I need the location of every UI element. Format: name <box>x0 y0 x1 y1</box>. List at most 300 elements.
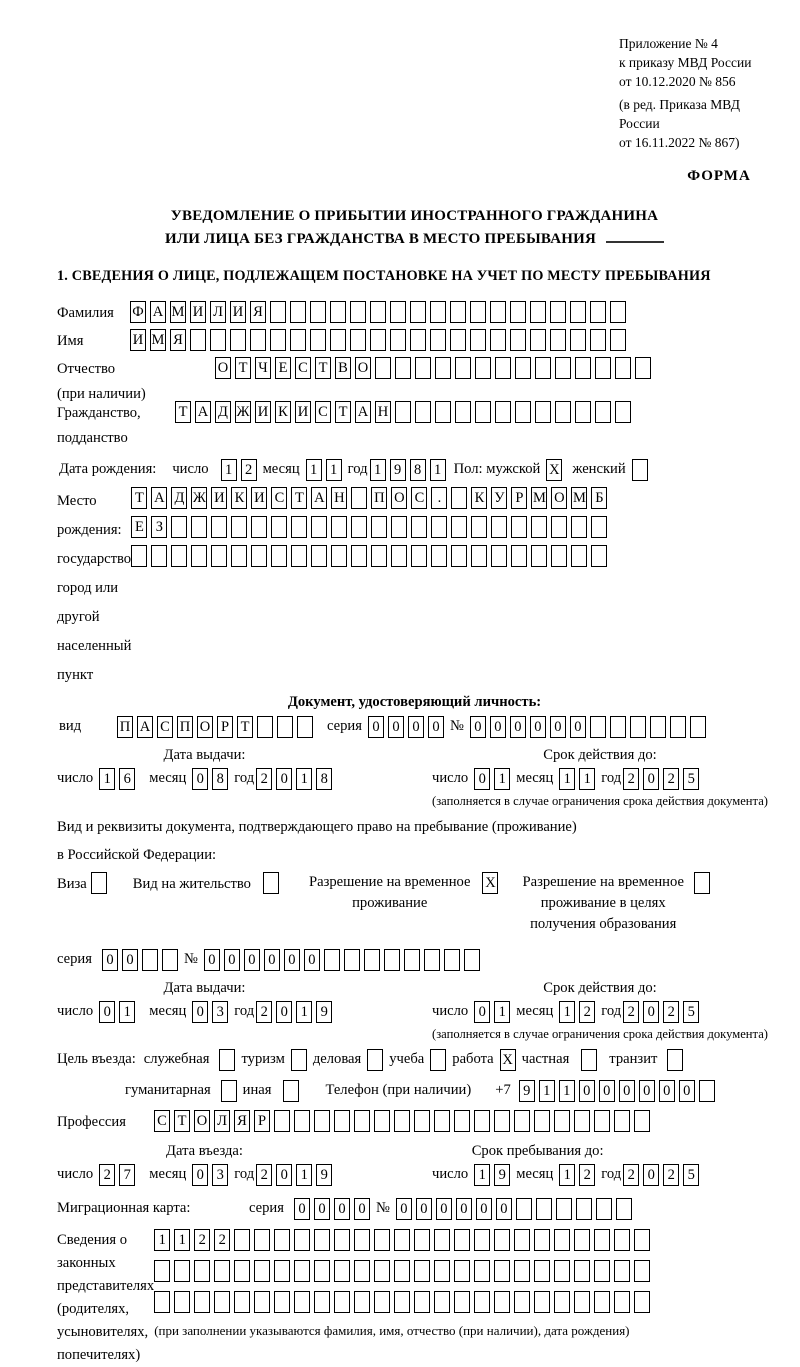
char-cell[interactable] <box>534 1229 550 1251</box>
char-cell[interactable]: 0 <box>490 716 506 738</box>
char-cell[interactable] <box>131 545 147 567</box>
char-cell[interactable]: 0 <box>436 1198 452 1220</box>
char-cell[interactable]: 2 <box>663 1001 679 1023</box>
char-cell[interactable] <box>610 301 626 323</box>
char-cell[interactable]: Л <box>214 1110 230 1132</box>
char-cell[interactable] <box>574 1110 590 1132</box>
char-cell[interactable]: 0 <box>99 1001 115 1023</box>
char-cell[interactable]: 2 <box>256 768 272 790</box>
char-cell[interactable] <box>550 329 566 351</box>
char-cell[interactable]: 0 <box>550 716 566 738</box>
phone-boxes[interactable] <box>519 1080 719 1102</box>
char-cell[interactable] <box>331 516 347 538</box>
char-cell[interactable] <box>211 545 227 567</box>
char-cell[interactable] <box>554 1229 570 1251</box>
char-cell[interactable]: 2 <box>241 459 257 481</box>
char-cell[interactable] <box>294 1110 310 1132</box>
char-cell[interactable]: Б <box>591 487 607 509</box>
char-cell[interactable] <box>550 301 566 323</box>
char-cell[interactable] <box>474 1110 490 1132</box>
char-cell[interactable]: 2 <box>256 1001 272 1023</box>
char-cell[interactable] <box>470 329 486 351</box>
char-cell[interactable] <box>435 401 451 423</box>
residence-number-boxes[interactable] <box>204 949 484 971</box>
char-cell[interactable]: 1 <box>579 768 595 790</box>
char-cell[interactable] <box>344 949 360 971</box>
char-cell[interactable]: Т <box>174 1110 190 1132</box>
char-cell[interactable]: С <box>271 487 287 509</box>
char-cell[interactable] <box>324 949 340 971</box>
char-cell[interactable] <box>514 1229 530 1251</box>
char-cell[interactable] <box>614 1110 630 1132</box>
char-cell[interactable] <box>615 357 631 379</box>
char-cell[interactable] <box>394 1229 410 1251</box>
visa-checkbox[interactable] <box>91 872 111 894</box>
char-cell[interactable] <box>530 329 546 351</box>
char-cell[interactable]: И <box>251 487 267 509</box>
char-cell[interactable]: О <box>215 357 231 379</box>
char-cell[interactable]: 0 <box>304 949 320 971</box>
char-cell[interactable] <box>595 401 611 423</box>
purpose-official-checkbox[interactable] <box>219 1049 239 1071</box>
char-cell[interactable] <box>491 516 507 538</box>
char-cell[interactable]: 0 <box>579 1080 595 1102</box>
char-cell[interactable]: М <box>170 301 186 323</box>
char-cell[interactable]: 9 <box>494 1164 510 1186</box>
birth-place-row-3[interactable] <box>131 545 611 567</box>
char-cell[interactable] <box>351 487 367 509</box>
char-cell[interactable]: 0 <box>244 949 260 971</box>
char-cell[interactable] <box>434 1229 450 1251</box>
char-cell[interactable] <box>475 357 491 379</box>
char-cell[interactable]: 2 <box>623 1001 639 1023</box>
char-cell[interactable] <box>435 357 451 379</box>
char-cell[interactable]: Ж <box>235 401 251 423</box>
char-cell[interactable] <box>424 949 440 971</box>
birth-day-boxes[interactable] <box>221 459 261 481</box>
char-cell[interactable] <box>174 1260 190 1282</box>
char-cell[interactable]: 0 <box>510 716 526 738</box>
char-cell[interactable]: О <box>355 357 371 379</box>
char-cell[interactable]: 0 <box>643 768 659 790</box>
char-cell[interactable] <box>574 1291 590 1313</box>
char-cell[interactable]: 1 <box>494 768 510 790</box>
char-cell[interactable] <box>614 1229 630 1251</box>
entry-year-boxes[interactable] <box>256 1164 336 1186</box>
char-cell[interactable] <box>531 545 547 567</box>
char-cell[interactable] <box>455 357 471 379</box>
char-cell[interactable] <box>194 1260 210 1282</box>
char-cell[interactable] <box>354 1229 370 1251</box>
char-cell[interactable] <box>594 1291 610 1313</box>
char-cell[interactable] <box>470 301 486 323</box>
char-cell[interactable] <box>694 872 710 894</box>
char-cell[interactable] <box>395 401 411 423</box>
char-cell[interactable] <box>514 1291 530 1313</box>
sex-male-checkbox[interactable] <box>546 459 566 481</box>
char-cell[interactable] <box>254 1291 270 1313</box>
char-cell[interactable] <box>390 329 406 351</box>
char-cell[interactable]: 0 <box>619 1080 635 1102</box>
char-cell[interactable]: 2 <box>214 1229 230 1251</box>
char-cell[interactable]: 1 <box>154 1229 170 1251</box>
char-cell[interactable]: С <box>295 357 311 379</box>
valid-day-boxes[interactable] <box>474 768 514 790</box>
sex-female-checkbox[interactable] <box>632 459 652 481</box>
char-cell[interactable] <box>274 1260 290 1282</box>
char-cell[interactable] <box>576 1198 592 1220</box>
char-cell[interactable] <box>430 329 446 351</box>
char-cell[interactable] <box>374 1291 390 1313</box>
char-cell[interactable] <box>171 545 187 567</box>
char-cell[interactable]: 0 <box>334 1198 350 1220</box>
char-cell[interactable] <box>330 329 346 351</box>
birth-place-row-2[interactable] <box>131 516 611 538</box>
char-cell[interactable] <box>391 545 407 567</box>
char-cell[interactable] <box>414 1110 430 1132</box>
char-cell[interactable]: 0 <box>643 1164 659 1186</box>
residence-issue-month-boxes[interactable] <box>192 1001 232 1023</box>
char-cell[interactable] <box>634 1260 650 1282</box>
char-cell[interactable] <box>650 716 666 738</box>
char-cell[interactable] <box>491 545 507 567</box>
stay-year-boxes[interactable] <box>623 1164 703 1186</box>
char-cell[interactable]: 0 <box>659 1080 675 1102</box>
char-cell[interactable] <box>551 516 567 538</box>
char-cell[interactable]: 0 <box>456 1198 472 1220</box>
char-cell[interactable] <box>331 545 347 567</box>
char-cell[interactable] <box>670 716 686 738</box>
char-cell[interactable] <box>390 301 406 323</box>
char-cell[interactable]: 0 <box>496 1198 512 1220</box>
char-cell[interactable] <box>221 1080 237 1102</box>
char-cell[interactable]: Р <box>511 487 527 509</box>
char-cell[interactable]: 0 <box>416 1198 432 1220</box>
char-cell[interactable]: А <box>195 401 211 423</box>
char-cell[interactable]: 2 <box>579 1001 595 1023</box>
char-cell[interactable] <box>251 545 267 567</box>
valid-month-boxes[interactable] <box>559 768 599 790</box>
char-cell[interactable] <box>274 1291 290 1313</box>
char-cell[interactable] <box>367 1049 383 1071</box>
char-cell[interactable] <box>494 1110 510 1132</box>
char-cell[interactable]: 0 <box>204 949 220 971</box>
char-cell[interactable]: 0 <box>102 949 118 971</box>
char-cell[interactable] <box>515 357 531 379</box>
char-cell[interactable] <box>515 401 531 423</box>
char-cell[interactable] <box>270 329 286 351</box>
char-cell[interactable] <box>154 1291 170 1313</box>
char-cell[interactable]: 1 <box>370 459 386 481</box>
representatives-row-1[interactable] <box>154 1229 654 1251</box>
char-cell[interactable]: П <box>371 487 387 509</box>
char-cell[interactable] <box>370 301 386 323</box>
char-cell[interactable]: О <box>551 487 567 509</box>
char-cell[interactable]: 0 <box>639 1080 655 1102</box>
char-cell[interactable] <box>374 1110 390 1132</box>
char-cell[interactable]: 0 <box>192 768 208 790</box>
char-cell[interactable]: 1 <box>326 459 342 481</box>
char-cell[interactable]: 1 <box>559 768 575 790</box>
char-cell[interactable]: 1 <box>174 1229 190 1251</box>
char-cell[interactable] <box>311 516 327 538</box>
char-cell[interactable]: 2 <box>99 1164 115 1186</box>
char-cell[interactable]: 0 <box>476 1198 492 1220</box>
stay-day-boxes[interactable] <box>474 1164 514 1186</box>
birth-year-boxes[interactable] <box>370 459 450 481</box>
char-cell[interactable] <box>451 516 467 538</box>
char-cell[interactable]: 0 <box>599 1080 615 1102</box>
char-cell[interactable]: О <box>194 1110 210 1132</box>
char-cell[interactable]: К <box>471 487 487 509</box>
char-cell[interactable] <box>277 716 293 738</box>
char-cell[interactable] <box>274 1229 290 1251</box>
char-cell[interactable] <box>554 1110 570 1132</box>
char-cell[interactable] <box>574 1260 590 1282</box>
char-cell[interactable]: Т <box>235 357 251 379</box>
char-cell[interactable] <box>495 357 511 379</box>
char-cell[interactable] <box>411 545 427 567</box>
purpose-humanitarian-checkbox[interactable] <box>221 1080 241 1102</box>
char-cell[interactable]: Я <box>234 1110 250 1132</box>
char-cell[interactable] <box>536 1198 552 1220</box>
char-cell[interactable] <box>535 357 551 379</box>
char-cell[interactable]: 0 <box>428 716 444 738</box>
char-cell[interactable] <box>434 1110 450 1132</box>
char-cell[interactable]: 1 <box>559 1080 575 1102</box>
char-cell[interactable] <box>310 329 326 351</box>
char-cell[interactable] <box>297 716 313 738</box>
char-cell[interactable] <box>290 329 306 351</box>
char-cell[interactable] <box>630 716 646 738</box>
char-cell[interactable]: 0 <box>354 1198 370 1220</box>
char-cell[interactable] <box>551 545 567 567</box>
char-cell[interactable]: З <box>151 516 167 538</box>
entry-month-boxes[interactable] <box>192 1164 232 1186</box>
char-cell[interactable] <box>219 1049 235 1071</box>
char-cell[interactable] <box>594 1229 610 1251</box>
char-cell[interactable]: 3 <box>212 1164 228 1186</box>
char-cell[interactable] <box>616 1198 632 1220</box>
char-cell[interactable] <box>371 516 387 538</box>
migration-series-boxes[interactable] <box>294 1198 374 1220</box>
char-cell[interactable] <box>142 949 158 971</box>
char-cell[interactable] <box>594 1260 610 1282</box>
char-cell[interactable] <box>490 329 506 351</box>
char-cell[interactable] <box>571 516 587 538</box>
char-cell[interactable]: 5 <box>683 1001 699 1023</box>
char-cell[interactable] <box>290 301 306 323</box>
char-cell[interactable]: 0 <box>276 1164 292 1186</box>
char-cell[interactable] <box>270 301 286 323</box>
char-cell[interactable]: Т <box>237 716 253 738</box>
char-cell[interactable]: 1 <box>430 459 446 481</box>
char-cell[interactable] <box>590 716 606 738</box>
char-cell[interactable] <box>410 301 426 323</box>
birth-place-row-1[interactable] <box>131 487 611 509</box>
char-cell[interactable]: 6 <box>119 768 135 790</box>
char-cell[interactable]: О <box>197 716 213 738</box>
char-cell[interactable] <box>474 1260 490 1282</box>
residence-issue-year-boxes[interactable] <box>256 1001 336 1023</box>
char-cell[interactable]: 8 <box>410 459 426 481</box>
char-cell[interactable] <box>354 1260 370 1282</box>
char-cell[interactable]: С <box>315 401 331 423</box>
char-cell[interactable] <box>495 401 511 423</box>
char-cell[interactable] <box>314 1229 330 1251</box>
char-cell[interactable] <box>534 1291 550 1313</box>
birth-month-boxes[interactable] <box>306 459 346 481</box>
char-cell[interactable] <box>334 1110 350 1132</box>
char-cell[interactable]: Т <box>315 357 331 379</box>
char-cell[interactable] <box>511 545 527 567</box>
char-cell[interactable]: 1 <box>99 768 115 790</box>
char-cell[interactable] <box>554 1260 570 1282</box>
char-cell[interactable] <box>667 1049 683 1071</box>
char-cell[interactable]: 0 <box>284 949 300 971</box>
char-cell[interactable]: Р <box>254 1110 270 1132</box>
char-cell[interactable] <box>570 301 586 323</box>
char-cell[interactable] <box>294 1229 310 1251</box>
char-cell[interactable]: Е <box>131 516 147 538</box>
char-cell[interactable]: О <box>391 487 407 509</box>
char-cell[interactable]: И <box>130 329 146 351</box>
char-cell[interactable] <box>263 872 279 894</box>
char-cell[interactable]: 5 <box>683 1164 699 1186</box>
char-cell[interactable]: 1 <box>119 1001 135 1023</box>
char-cell[interactable] <box>214 1291 230 1313</box>
char-cell[interactable] <box>314 1291 330 1313</box>
issue-month-boxes[interactable] <box>192 768 232 790</box>
char-cell[interactable] <box>471 545 487 567</box>
char-cell[interactable] <box>234 1229 250 1251</box>
char-cell[interactable] <box>394 1110 410 1132</box>
char-cell[interactable] <box>354 1110 370 1132</box>
char-cell[interactable] <box>575 357 591 379</box>
char-cell[interactable]: Ф <box>130 301 146 323</box>
char-cell[interactable] <box>254 1229 270 1251</box>
char-cell[interactable]: 1 <box>474 1164 490 1186</box>
char-cell[interactable] <box>415 401 431 423</box>
char-cell[interactable] <box>510 301 526 323</box>
char-cell[interactable] <box>634 1291 650 1313</box>
char-cell[interactable]: 0 <box>474 768 490 790</box>
char-cell[interactable]: 0 <box>679 1080 695 1102</box>
char-cell[interactable] <box>350 329 366 351</box>
char-cell[interactable] <box>451 487 467 509</box>
char-cell[interactable]: М <box>571 487 587 509</box>
char-cell[interactable] <box>174 1291 190 1313</box>
char-cell[interactable] <box>531 516 547 538</box>
char-cell[interactable] <box>444 949 460 971</box>
char-cell[interactable]: 9 <box>316 1001 332 1023</box>
char-cell[interactable] <box>151 545 167 567</box>
char-cell[interactable] <box>294 1291 310 1313</box>
char-cell[interactable]: 1 <box>539 1080 555 1102</box>
char-cell[interactable] <box>595 357 611 379</box>
char-cell[interactable]: 2 <box>256 1164 272 1186</box>
char-cell[interactable] <box>591 545 607 567</box>
residence-series-boxes[interactable] <box>102 949 182 971</box>
char-cell[interactable] <box>214 1260 230 1282</box>
char-cell[interactable] <box>374 1229 390 1251</box>
char-cell[interactable] <box>614 1260 630 1282</box>
patronymic-boxes[interactable] <box>215 357 655 379</box>
char-cell[interactable] <box>610 716 626 738</box>
temp-permit-checkbox[interactable] <box>482 872 502 894</box>
char-cell[interactable] <box>274 1110 290 1132</box>
char-cell[interactable]: И <box>190 301 206 323</box>
char-cell[interactable] <box>414 1260 430 1282</box>
char-cell[interactable]: Т <box>175 401 191 423</box>
char-cell[interactable] <box>590 301 606 323</box>
char-cell[interactable]: X <box>500 1049 516 1071</box>
char-cell[interactable] <box>351 545 367 567</box>
char-cell[interactable] <box>251 516 267 538</box>
doc-number-boxes[interactable] <box>470 716 710 738</box>
char-cell[interactable] <box>699 1080 715 1102</box>
char-cell[interactable]: 0 <box>192 1164 208 1186</box>
char-cell[interactable]: 5 <box>683 768 699 790</box>
residence-permit-checkbox[interactable] <box>263 872 283 894</box>
char-cell[interactable]: 7 <box>119 1164 135 1186</box>
char-cell[interactable] <box>404 949 420 971</box>
purpose-tourism-checkbox[interactable] <box>291 1049 311 1071</box>
char-cell[interactable] <box>291 545 307 567</box>
char-cell[interactable] <box>596 1198 612 1220</box>
char-cell[interactable] <box>455 401 471 423</box>
char-cell[interactable]: 0 <box>408 716 424 738</box>
char-cell[interactable] <box>494 1291 510 1313</box>
char-cell[interactable]: 9 <box>316 1164 332 1186</box>
char-cell[interactable] <box>451 545 467 567</box>
char-cell[interactable]: Д <box>215 401 231 423</box>
char-cell[interactable]: А <box>151 487 167 509</box>
residence-valid-month-boxes[interactable] <box>559 1001 599 1023</box>
char-cell[interactable]: 0 <box>276 768 292 790</box>
char-cell[interactable] <box>314 1260 330 1282</box>
char-cell[interactable]: 1 <box>296 768 312 790</box>
char-cell[interactable] <box>490 301 506 323</box>
stay-month-boxes[interactable] <box>559 1164 599 1186</box>
char-cell[interactable]: 0 <box>474 1001 490 1023</box>
purpose-private-checkbox[interactable] <box>581 1049 601 1071</box>
char-cell[interactable] <box>474 1229 490 1251</box>
char-cell[interactable]: А <box>355 401 371 423</box>
char-cell[interactable]: 1 <box>559 1001 575 1023</box>
char-cell[interactable] <box>394 1260 410 1282</box>
char-cell[interactable]: 2 <box>579 1164 595 1186</box>
char-cell[interactable] <box>391 516 407 538</box>
char-cell[interactable] <box>430 301 446 323</box>
char-cell[interactable] <box>191 516 207 538</box>
char-cell[interactable] <box>614 1291 630 1313</box>
doc-type-boxes[interactable] <box>117 716 317 738</box>
char-cell[interactable] <box>283 1080 299 1102</box>
char-cell[interactable]: Т <box>335 401 351 423</box>
char-cell[interactable] <box>511 516 527 538</box>
char-cell[interactable]: 0 <box>388 716 404 738</box>
char-cell[interactable] <box>414 1291 430 1313</box>
char-cell[interactable] <box>494 1260 510 1282</box>
char-cell[interactable]: X <box>482 872 498 894</box>
char-cell[interactable] <box>231 516 247 538</box>
char-cell[interactable] <box>254 1260 270 1282</box>
char-cell[interactable] <box>514 1260 530 1282</box>
char-cell[interactable] <box>510 329 526 351</box>
char-cell[interactable]: Я <box>250 301 266 323</box>
char-cell[interactable] <box>351 516 367 538</box>
